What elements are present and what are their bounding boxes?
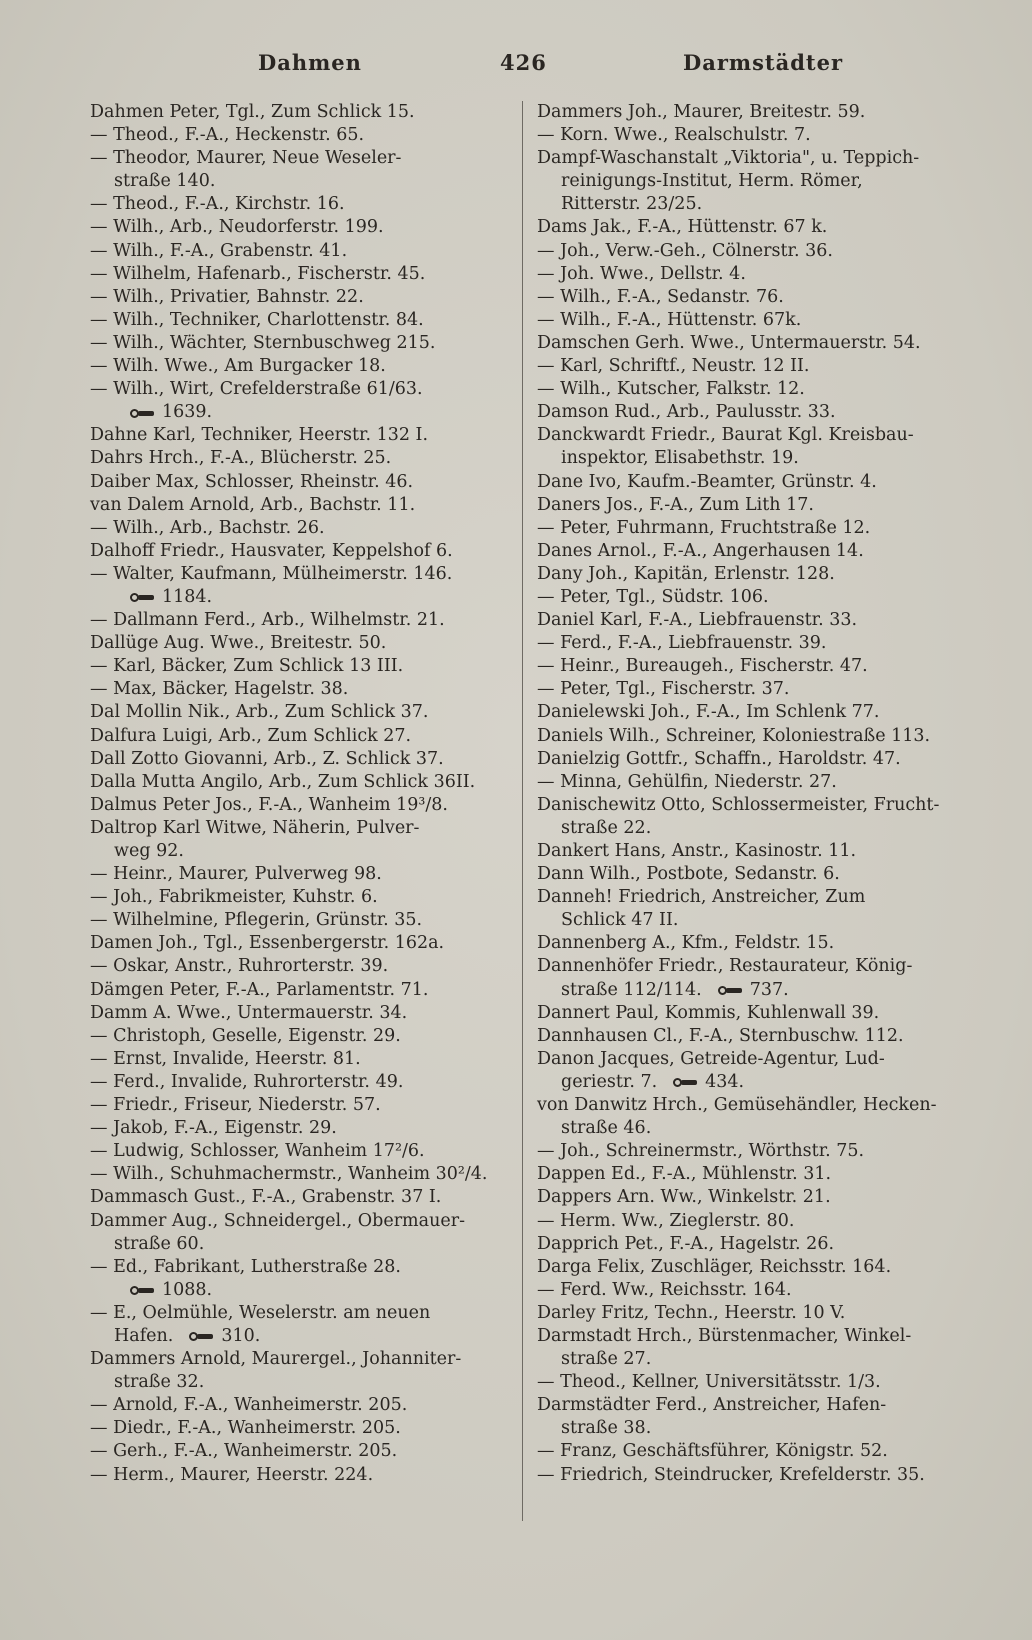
- directory-entry: [537, 632, 977, 655]
- directory-entry: [90, 1302, 512, 1348]
- entry-line: Dane Ivo, Kaufm.-Beamter, Grünstr. 4.: [537, 471, 877, 492]
- directory-entry: [90, 1048, 512, 1071]
- telephone-number-text: 1088.: [162, 1279, 213, 1300]
- entry-line: — Dallmann Ferd., Arb., Wilhelmstr. 21.: [90, 610, 445, 631]
- directory-entry: [90, 124, 512, 147]
- entry-line: — Wilh., Privatier, Bahnstr. 22.: [90, 286, 364, 307]
- entry-line: — Walter, Kaufmann, Mülheimerstr. 146.: [90, 563, 453, 584]
- entry-line: Dammers Arnold, Maurergel., Johanniter-: [90, 1349, 462, 1370]
- entry-line: — Herm., Maurer, Heerstr. 224.: [90, 1464, 374, 1485]
- entry-line: Dampf-Waschanstalt „Viktoria", u. Teppich-: [537, 148, 920, 169]
- directory-entry: [537, 701, 977, 724]
- directory-entry: [90, 748, 512, 771]
- entry-line: Daiber Max, Schlosser, Rheinstr. 46.: [90, 471, 414, 492]
- directory-entry: [90, 655, 512, 678]
- entry-line: — Friedrich, Steindrucker, Krefelderstr. 35.: [537, 1464, 925, 1485]
- entry-line: Darley Fritz, Techn., Heerstr. 10 V.: [537, 1302, 846, 1323]
- directory-entry: [537, 216, 977, 239]
- entry-line: — Franz, Geschäftsführer, Königstr. 52.: [537, 1441, 888, 1462]
- directory-entry: [537, 355, 977, 378]
- entry-line: — Diedr., F.-A., Wanheimerstr. 205.: [90, 1418, 401, 1439]
- entry-line: inspektor, Elisabethstr. 19.: [561, 448, 799, 469]
- directory-entry: [90, 517, 512, 540]
- directory-entry: [90, 240, 512, 263]
- telephone-number: [114, 1280, 212, 1300]
- directory-entry: [537, 748, 977, 771]
- entry-line: — Arnold, F.-A., Wanheimerstr. 205.: [90, 1395, 408, 1416]
- directory-entry: [537, 1025, 977, 1048]
- directory-entry: [90, 494, 512, 517]
- directory-entry: [90, 725, 512, 748]
- directory-entry: [90, 216, 512, 239]
- entry-line: — Peter, Tgl., Südstr. 106.: [537, 586, 769, 607]
- directory-entry: [537, 471, 977, 494]
- directory-entry: [537, 332, 977, 355]
- directory-entry: [90, 632, 512, 655]
- directory-entry: [537, 424, 977, 470]
- entry-line: Dammer Aug., Schneidergel., Obermauer-: [90, 1210, 465, 1231]
- entry-line: — Ernst, Invalide, Heerstr. 81.: [90, 1048, 361, 1069]
- entry-line: — Wilh. Wwe., Am Burgacker 18.: [90, 356, 386, 377]
- entry-line: Damen Joh., Tgl., Essenbergerstr. 162a.: [90, 933, 445, 954]
- entry-line: Danckwardt Friedr., Baurat Kgl. Kreisbau-: [537, 425, 914, 446]
- left-column: [90, 101, 512, 1487]
- entry-line: [90, 586, 512, 609]
- directory-entry: [90, 609, 512, 632]
- entry-line: Dalmus Peter Jos., F.-A., Wanheim 19³/8.: [90, 794, 448, 815]
- entry-line: — Wilhelm, Hafenarb., Fischerstr. 45.: [90, 263, 426, 284]
- directory-entry: [537, 1279, 977, 1302]
- directory-entry: [537, 1140, 977, 1163]
- directory-entry: [537, 725, 977, 748]
- directory-entry: [90, 1002, 512, 1025]
- entry-line: Danes Arnol., F.-A., Angerhausen 14.: [537, 540, 864, 561]
- directory-entry: [537, 1464, 977, 1487]
- directory-entry: [537, 1186, 977, 1209]
- telephone-number: [173, 1326, 260, 1346]
- directory-entry: [537, 263, 977, 286]
- entry-line: Dahrs Hrch., F.-A., Blücherstr. 25.: [90, 448, 392, 469]
- directory-entry: [537, 863, 977, 886]
- directory-entry: [90, 101, 512, 124]
- entry-line: Dany Joh., Kapitän, Erlenstr. 128.: [537, 563, 835, 584]
- entry-line: Danischewitz Otto, Schlossermeister, Frucht-: [537, 794, 940, 815]
- directory-entry: [537, 401, 977, 424]
- entry-line: Danielewski Joh., F.-A., Im Schlenk 77.: [537, 702, 880, 723]
- entry-line: Dannert Paul, Kommis, Kuhlenwall 39.: [537, 1002, 880, 1023]
- directory-entry: [90, 701, 512, 724]
- directory-entry: [537, 240, 977, 263]
- entry-line: Dappen Ed., F.-A., Mühlenstr. 31.: [537, 1164, 832, 1185]
- entry-line: — Wilh., Techniker, Charlottenstr. 84.: [90, 309, 424, 330]
- entry-line: Dammasch Gust., F.-A., Grabenstr. 37 I.: [90, 1187, 442, 1208]
- entry-line: Dankert Hans, Anstr., Kasinostr. 11.: [537, 841, 857, 861]
- entry-line: Dallüge Aug. Wwe., Breitestr. 50.: [90, 633, 387, 654]
- directory-entry: [90, 378, 512, 424]
- directory-entry: [537, 1371, 977, 1394]
- entry-line: Danneh! Friedrich, Anstreicher, Zum: [537, 887, 866, 908]
- entry-line: weg 92.: [114, 841, 184, 861]
- right-column: [537, 101, 977, 1487]
- directory-entry: [90, 471, 512, 494]
- directory-entry: [537, 563, 977, 586]
- entry-line: Darga Felix, Zuschläger, Reichsstr. 164.: [537, 1256, 892, 1277]
- telephone-icon: [718, 984, 744, 996]
- telephone-icon: [130, 591, 156, 603]
- entry-line: Daniels Wilh., Schreiner, Koloniestraße 113.: [537, 725, 931, 746]
- entry-line: Dappers Arn. Ww., Winkelstr. 21.: [537, 1187, 831, 1208]
- directory-entry: [537, 955, 977, 1001]
- entry-line: Dammers Joh., Maurer, Breitestr. 59.: [537, 102, 866, 122]
- telephone-icon: [673, 1076, 699, 1088]
- directory-entry: [537, 1048, 977, 1094]
- directory-entry: [537, 932, 977, 955]
- entry-line: Danon Jacques, Getreide-Agentur, Lud-: [537, 1048, 885, 1069]
- entry-line: — Theodor, Maurer, Neue Weseler-: [90, 148, 402, 169]
- directory-entry: [90, 332, 512, 355]
- entry-line: Dannenhöfer Friedr., Restaurateur, König-: [537, 956, 913, 977]
- telephone-number: [114, 402, 212, 422]
- directory-entry: [537, 794, 977, 840]
- directory-entry: [537, 540, 977, 563]
- entry-line: Dalhoff Friedr., Hausvater, Keppelshof 6.: [90, 540, 453, 561]
- directory-entry: [90, 794, 512, 817]
- directory-entry: [537, 586, 977, 609]
- entry-line: straße 46.: [561, 1118, 652, 1139]
- directory-entry: [90, 286, 512, 309]
- directory-entry: [90, 1140, 512, 1163]
- entry-line: — Theod., F.-A., Heckenstr. 65.: [90, 125, 365, 146]
- directory-entry: [537, 609, 977, 632]
- entry-line: Dannenberg A., Kfm., Feldstr. 15.: [537, 933, 835, 954]
- directory-entry: [90, 1440, 512, 1463]
- directory-entry: [537, 1210, 977, 1233]
- header-left-keyword: Dahmen: [258, 50, 362, 75]
- entry-line: Darmstadt Hrch., Bürstenmacher, Winkel-: [537, 1325, 912, 1346]
- entry-line: Dannhausen Cl., F.-A., Sternbuschw. 112.: [537, 1025, 904, 1046]
- entry-line: von Danwitz Hrch., Gemüsehändler, Hecken-: [537, 1095, 937, 1116]
- entry-line: Dall Zotto Giovanni, Arb., Z. Schlick 37.: [90, 748, 444, 769]
- telephone-number-text: 310.: [221, 1325, 261, 1346]
- directory-entry: [537, 840, 977, 863]
- directory-entry: [537, 124, 977, 147]
- entry-line: Dämgen Peter, F.-A., Parlamentstr. 71.: [90, 979, 429, 1000]
- entry-line: straße 60.: [114, 1233, 205, 1254]
- directory-entry: [90, 424, 512, 447]
- entry-line: — Wilh., Arb., Neudorferstr. 199.: [90, 217, 384, 238]
- entry-line: straße 38.: [561, 1418, 652, 1439]
- directory-entry: [90, 1117, 512, 1140]
- directory-entry: [90, 771, 512, 794]
- directory-entry: [537, 1002, 977, 1025]
- directory-entry: [90, 540, 512, 563]
- directory-entry: [537, 101, 977, 124]
- directory-entry: [90, 932, 512, 955]
- directory-entry: [90, 447, 512, 470]
- telephone-number-text: 434.: [705, 1071, 745, 1092]
- entry-line: — Heinr., Bureaugeh., Fischerstr. 47.: [537, 656, 868, 677]
- telephone-number: [702, 980, 789, 1000]
- telephone-icon: [130, 407, 156, 419]
- entry-line: — Ed., Fabrikant, Lutherstraße 28.: [90, 1256, 401, 1277]
- directory-entry: [537, 886, 977, 932]
- entry-line: — Wilhelmine, Pflegerin, Grünstr. 35.: [90, 910, 423, 931]
- directory-entry: [537, 1325, 977, 1371]
- directory-entry: [537, 147, 977, 216]
- entry-line: Damm A. Wwe., Untermauerstr. 34.: [90, 1002, 408, 1023]
- directory-entry: [537, 678, 977, 701]
- entry-line: straße 22.: [561, 817, 652, 838]
- entry-line: — Wilh., F.-A., Sedanstr. 76.: [537, 286, 784, 307]
- entry-line: — Heinr., Maurer, Pulverweg 98.: [90, 864, 382, 885]
- entry-line: straße 32.: [114, 1372, 205, 1393]
- page-number: 426: [500, 50, 547, 75]
- entry-line: straße 140.: [114, 171, 216, 192]
- entry-line: — Wilh., Arb., Bachstr. 26.: [90, 517, 325, 538]
- entry-line: Daners Jos., F.-A., Zum Lith 17.: [537, 494, 814, 515]
- entry-line: — Ferd., Invalide, Ruhrorterstr. 49.: [90, 1071, 404, 1092]
- directory-entry: [90, 1094, 512, 1117]
- directory-entry: [537, 494, 977, 517]
- entry-line: — Wilh., Schuhmachermstr., Wanheim 30²/4.: [90, 1164, 488, 1185]
- directory-entry: [90, 1163, 512, 1186]
- entry-line: — Ferd., F.-A., Liebfrauenstr. 39.: [537, 633, 827, 654]
- entry-line: Dahmen Peter, Tgl., Zum Schlick 15.: [90, 102, 415, 122]
- directory-entry: [90, 309, 512, 332]
- directory-entry: [90, 1071, 512, 1094]
- directory-entry: [90, 1464, 512, 1487]
- entry-line: Dann Wilh., Postbote, Sedanstr. 6.: [537, 864, 840, 885]
- entry-line: Darmstädter Ferd., Anstreicher, Hafen-: [537, 1395, 887, 1416]
- directory-entry: [90, 1210, 512, 1256]
- entry-line: — Jakob, F.-A., Eigenstr. 29.: [90, 1118, 337, 1139]
- directory-entry: [537, 1094, 977, 1140]
- entry-line: Daniel Karl, F.-A., Liebfrauenstr. 33.: [537, 610, 858, 631]
- directory-entry: [90, 1025, 512, 1048]
- entry-line: — Wilh., Kutscher, Falkstr. 12.: [537, 379, 805, 400]
- entry-line: geriestr. 7. 434.: [561, 1071, 745, 1092]
- entry-line: — Friedr., Friseur, Niederstr. 57.: [90, 1095, 381, 1116]
- directory-entry: [90, 909, 512, 932]
- entry-line: Dahne Karl, Techniker, Heerstr. 132 I.: [90, 425, 429, 446]
- directory-entry: [90, 863, 512, 886]
- entry-line: — Wilh., F.-A., Grabenstr. 41.: [90, 240, 348, 261]
- entry-line: — Theod., F.-A., Kirchstr. 16.: [90, 194, 345, 215]
- directory-entry: [537, 309, 977, 332]
- directory-entry: [537, 1256, 977, 1279]
- entry-line: — Joh. Wwe., Dellstr. 4.: [537, 263, 746, 284]
- telephone-icon: [189, 1330, 215, 1342]
- telephone-number-text: 1184.: [162, 586, 213, 607]
- directory-entry: [90, 147, 512, 193]
- entry-line: Ritterstr. 23/25.: [561, 194, 703, 215]
- directory-entry: [90, 1348, 512, 1394]
- directory-entry: [537, 655, 977, 678]
- directory-entry: [90, 678, 512, 701]
- directory-entry: [90, 1417, 512, 1440]
- entry-line: Dams Jak., F.-A., Hüttenstr. 67 k.: [537, 217, 828, 238]
- entry-line: Damschen Gerh. Wwe., Untermauerstr. 54.: [537, 332, 921, 353]
- telephone-number: [114, 587, 212, 607]
- telephone-number: [657, 1072, 744, 1092]
- entry-line: — Wilh., Wächter, Sternbuschweg 215.: [90, 332, 436, 353]
- directory-entry: [537, 1233, 977, 1256]
- entry-line: — Ferd. Ww., Reichsstr. 164.: [537, 1279, 792, 1300]
- entry-line: — Joh., Schreinermstr., Wörthstr. 75.: [537, 1141, 865, 1162]
- entry-line: van Dalem Arnold, Arb., Bachstr. 11.: [90, 494, 416, 515]
- directory-entry: [537, 1302, 977, 1325]
- directory-entry: [537, 517, 977, 540]
- entry-line: — Korn. Wwe., Realschulstr. 7.: [537, 125, 811, 146]
- entry-line: — Ludwig, Schlosser, Wanheim 17²/6.: [90, 1141, 425, 1162]
- entry-line: straße 112/114. 737.: [561, 979, 789, 1000]
- entry-line: — Wilh., Wirt, Crefelderstraße 61/63.: [90, 379, 423, 400]
- telephone-number-text: 1639.: [162, 402, 213, 423]
- directory-entry: [90, 886, 512, 909]
- entry-line: — Theod., Kellner, Universitätsstr. 1/3.: [537, 1372, 881, 1393]
- directory-entry: [90, 193, 512, 216]
- telephone-number-text: 737.: [749, 979, 789, 1000]
- entry-line: — Oskar, Anstr., Ruhrorterstr. 39.: [90, 956, 389, 977]
- directory-entry: [537, 286, 977, 309]
- entry-line: — Peter, Fuhrmann, Fruchtstraße 12.: [537, 517, 871, 538]
- directory-entry: [90, 355, 512, 378]
- entry-line: — Joh., Verw.-Geh., Cölnerstr. 36.: [537, 240, 833, 261]
- entry-line: Schlick 47 II.: [561, 910, 679, 931]
- entry-line: — Joh., Fabrikmeister, Kuhstr. 6.: [90, 887, 378, 908]
- entry-line: Hafen. 310.: [114, 1325, 261, 1346]
- directory-entry: [90, 1394, 512, 1417]
- directory-entry: [90, 979, 512, 1002]
- header-right-keyword: Darmstädter: [683, 50, 844, 75]
- entry-line: [90, 401, 512, 424]
- entry-line: Dapprich Pet., F.-A., Hagelstr. 26.: [537, 1233, 835, 1254]
- directory-entry: [537, 1163, 977, 1186]
- entry-line: — Karl, Schriftf., Neustr. 12 II.: [537, 356, 810, 377]
- entry-line: Dal Mollin Nik., Arb., Zum Schlick 37.: [90, 702, 429, 723]
- directory-entry: [90, 563, 512, 609]
- entry-line: — Christoph, Geselle, Eigenstr. 29.: [90, 1025, 401, 1046]
- directory-entry: [537, 771, 977, 794]
- entry-line: Damson Rud., Arb., Paulusstr. 33.: [537, 402, 836, 423]
- entry-line: — Peter, Tgl., Fischerstr. 37.: [537, 679, 790, 700]
- entry-line: — Max, Bäcker, Hagelstr. 38.: [90, 679, 349, 700]
- directory-entry: [90, 263, 512, 286]
- directory-entry: [537, 1394, 977, 1440]
- directory-entry: [90, 817, 512, 863]
- entry-line: — Karl, Bäcker, Zum Schlick 13 III.: [90, 656, 404, 677]
- entry-line: Dalfura Luigi, Arb., Zum Schlick 27.: [90, 725, 412, 746]
- entry-line: Dalla Mutta Angilo, Arb., Zum Schlick 36II.: [90, 771, 476, 792]
- directory-entry: [537, 1440, 977, 1463]
- entry-line: — Wilh., F.-A., Hüttenstr. 67k.: [537, 309, 802, 330]
- entry-line: [90, 1279, 512, 1302]
- directory-entry: [537, 378, 977, 401]
- entry-line: straße 27.: [561, 1349, 652, 1370]
- entry-line: Danielzig Gottfr., Schaffn., Haroldstr. 47.: [537, 748, 901, 769]
- entry-line: Daltrop Karl Witwe, Näherin, Pulver-: [90, 817, 420, 838]
- directory-entry: [90, 1186, 512, 1209]
- directory-entry: [90, 955, 512, 978]
- entry-line: — Herm. Ww., Zieglerstr. 80.: [537, 1210, 795, 1231]
- entry-line: — Minna, Gehülfin, Niederstr. 27.: [537, 771, 837, 792]
- entry-line: — Gerh., F.-A., Wanheimerstr. 205.: [90, 1441, 398, 1462]
- entry-line: reinigungs-Institut, Herm. Römer,: [561, 171, 863, 192]
- entry-line: — E., Oelmühle, Weselerstr. am neuen: [90, 1302, 431, 1323]
- column-divider: [522, 101, 523, 1521]
- directory-entry: [90, 1256, 512, 1302]
- telephone-icon: [130, 1284, 156, 1296]
